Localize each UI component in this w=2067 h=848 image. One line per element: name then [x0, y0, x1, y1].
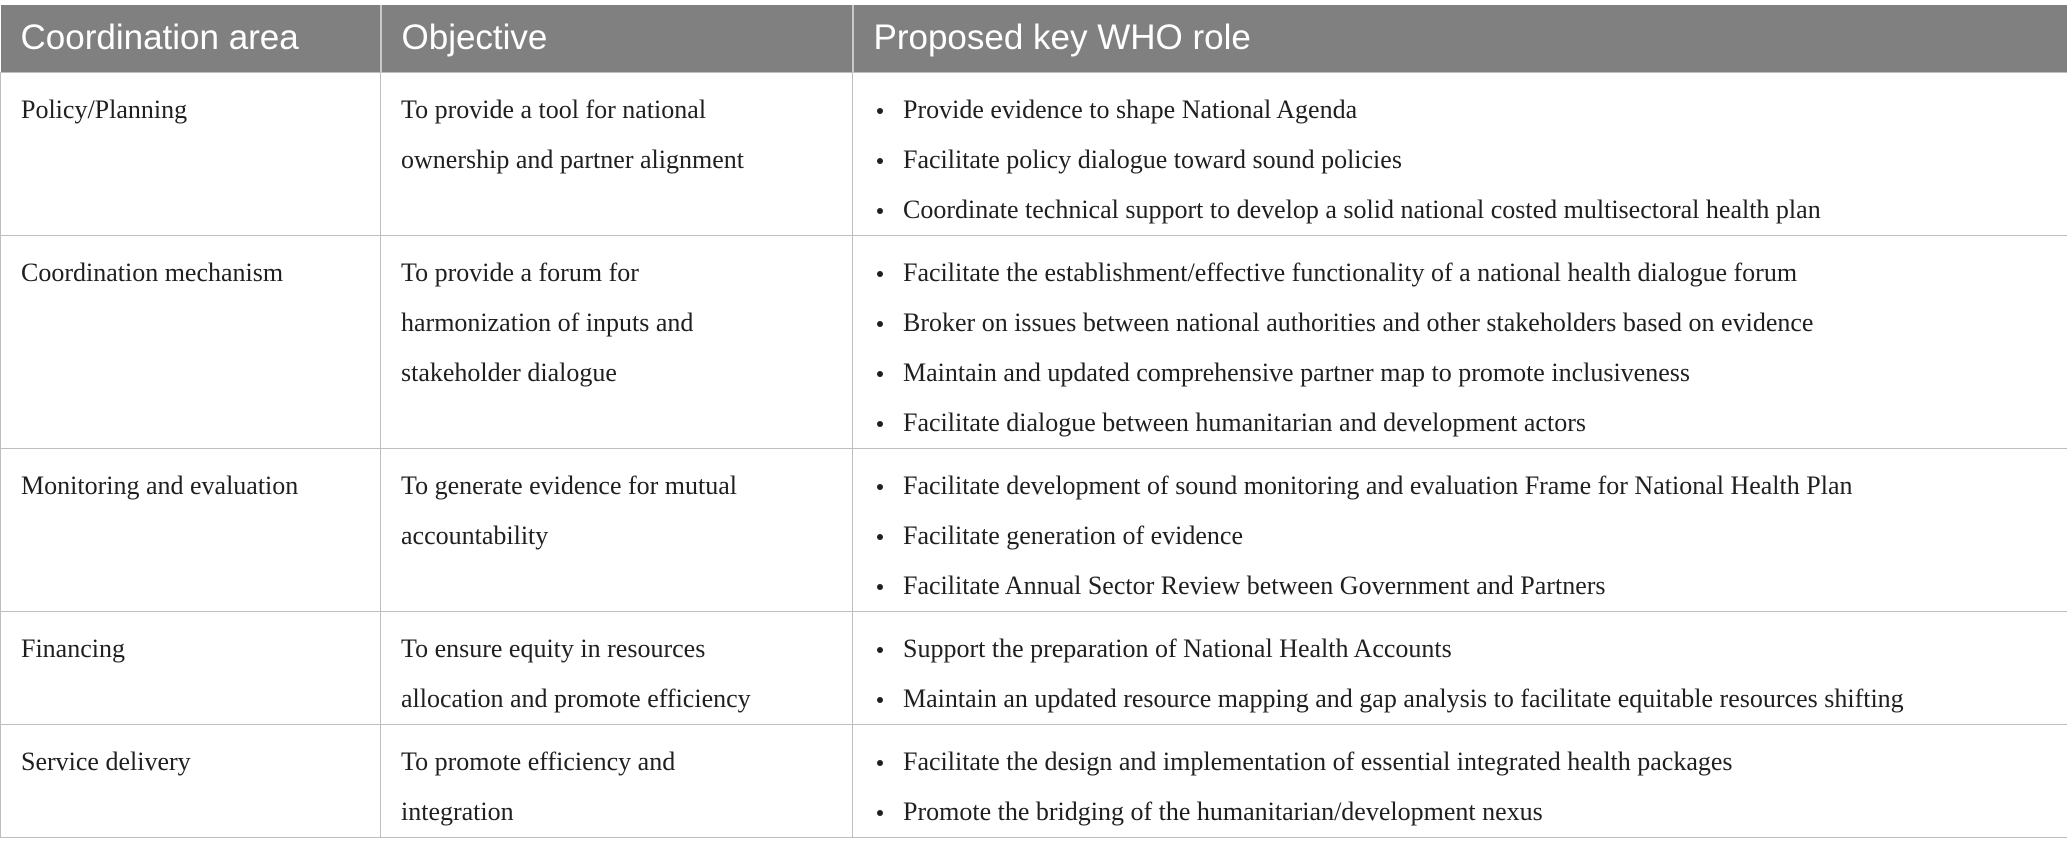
roles-list [873, 461, 2047, 611]
role-item: Coordinate technical support to develop a solid national costed multisectoral health plan [903, 185, 2047, 235]
objective-line: ownership and partner alignment [401, 144, 744, 174]
header-objective: Objective [381, 5, 853, 72]
roles-list [873, 624, 2047, 724]
cell-objective [381, 448, 853, 611]
table-header-row [1, 5, 2067, 72]
roles-list [873, 248, 2047, 448]
table-row [1, 448, 2067, 611]
role-item: Facilitate the design and implementation of essential integrated health packages [903, 737, 2047, 787]
table-row [1, 72, 2067, 235]
roles-list [873, 85, 2047, 235]
table-row [1, 235, 2067, 448]
cell-area: Financing [1, 611, 381, 724]
role-item: Facilitate the establishment/effective functionality of a national health dialogue forum [903, 248, 2047, 298]
table-row [1, 611, 2067, 724]
role-item: Facilitate generation of evidence [903, 511, 2047, 561]
role-item: Promote the bridging of the humanitarian/development nexus [903, 787, 2047, 837]
objective-line: To generate evidence for mutual [401, 470, 738, 500]
role-item: Maintain an updated resource mapping and gap analysis to facilitate equitable resources shifting [903, 674, 2047, 724]
cell-roles [853, 724, 2067, 837]
cell-objective [381, 724, 853, 837]
objective-line: accountability [401, 520, 549, 550]
cell-area: Service delivery [1, 724, 381, 837]
cell-area: Monitoring and evaluation [1, 448, 381, 611]
objective-line: allocation and promote efficiency [401, 683, 751, 713]
who-roles-table [0, 5, 2067, 838]
header-proposed-role: Proposed key WHO role [853, 5, 2067, 72]
role-item: Facilitate development of sound monitoring and evaluation Frame for National Health Plan [903, 461, 2047, 511]
header-coordination-area: Coordination area [1, 5, 381, 72]
cell-area: Coordination mechanism [1, 235, 381, 448]
objective-line: stakeholder dialogue [401, 357, 617, 387]
role-item: Facilitate Annual Sector Review between Government and Partners [903, 561, 2047, 611]
role-item: Provide evidence to shape National Agenda [903, 85, 2047, 135]
objective-line: To provide a tool for national [401, 94, 707, 124]
cell-objective [381, 235, 853, 448]
roles-list [873, 737, 2047, 837]
role-item: Facilitate dialogue between humanitarian and development actors [903, 398, 2047, 448]
objective-line: To ensure equity in resources [401, 633, 706, 663]
role-item: Maintain and updated comprehensive partner map to promote inclusiveness [903, 348, 2047, 398]
table-row [1, 724, 2067, 837]
cell-objective [381, 72, 853, 235]
cell-roles [853, 611, 2067, 724]
objective-line: integration [401, 796, 514, 826]
cell-roles [853, 72, 2067, 235]
cell-objective [381, 611, 853, 724]
cell-roles [853, 448, 2067, 611]
role-item: Broker on issues between national authorities and other stakeholders based on evidence [903, 298, 2047, 348]
role-item: Support the preparation of National Health Accounts [903, 624, 2047, 674]
role-item: Facilitate policy dialogue toward sound policies [903, 135, 2047, 185]
objective-line: harmonization of inputs and [401, 307, 694, 337]
objective-line: To provide a forum for [401, 257, 639, 287]
cell-area: Policy/Planning [1, 72, 381, 235]
cell-roles [853, 235, 2067, 448]
objective-line: To promote efficiency and [401, 746, 676, 776]
